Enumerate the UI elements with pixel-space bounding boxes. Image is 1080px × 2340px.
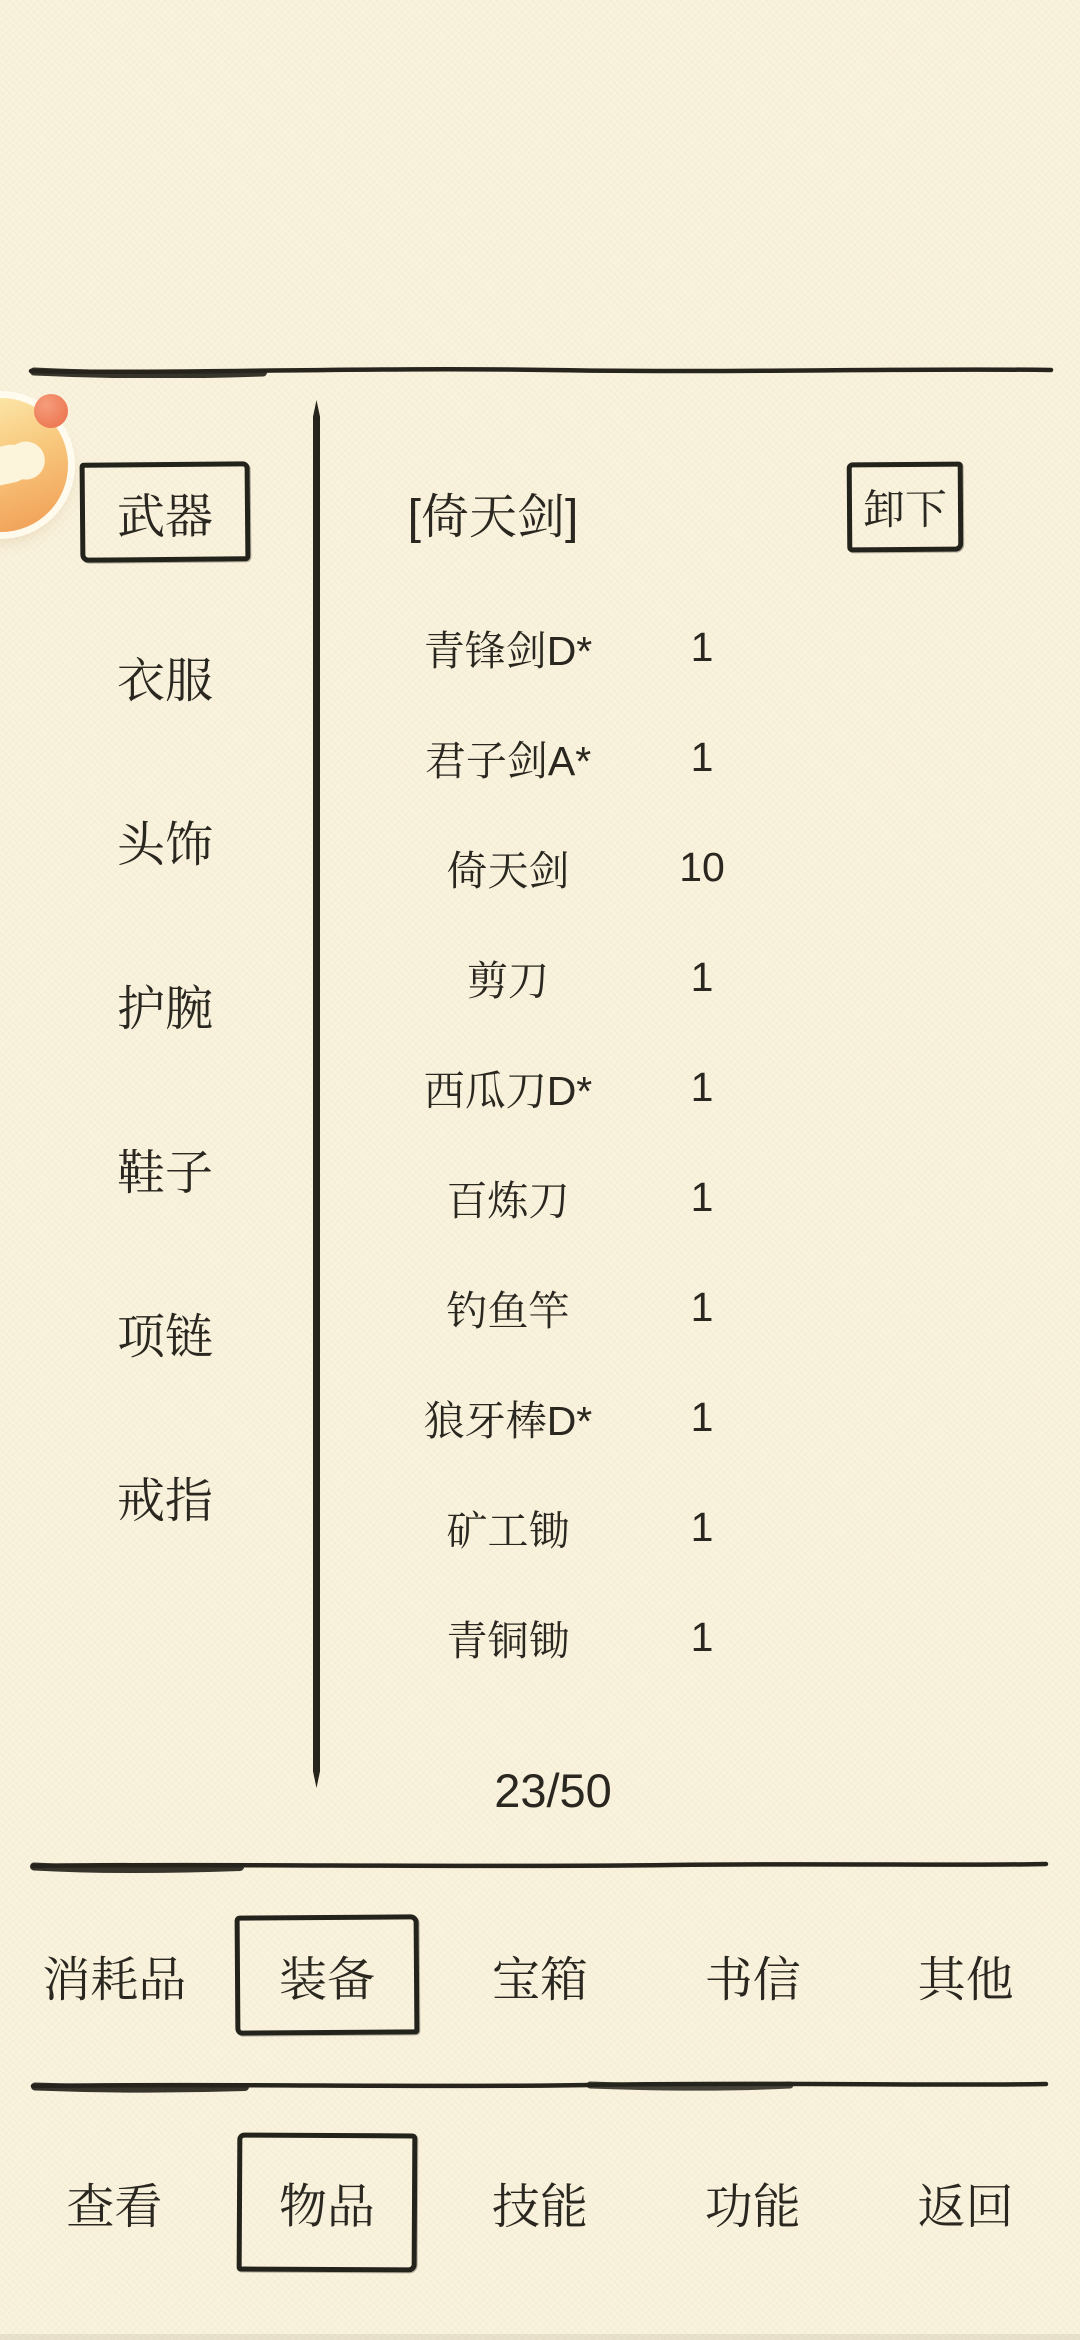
item-quantity: 1 — [690, 953, 714, 1000]
equip-category-item[interactable] — [0, 1250, 330, 1414]
tab-item[interactable] — [646, 1915, 859, 2035]
tab-item[interactable] — [434, 1915, 647, 2035]
tab-item[interactable] — [8, 1915, 221, 2035]
equipped-item-title: [倚天剑] — [407, 490, 579, 544]
item-name: 钓鱼竿 — [446, 1287, 570, 1334]
top-divider-line — [28, 362, 1054, 378]
equip-category-label: 项链 — [116, 1310, 213, 1364]
inventory-row[interactable] — [315, 922, 1080, 1032]
equip-category-label: 武器 — [80, 461, 251, 562]
item-quantity: 1 — [690, 1063, 714, 1110]
tab-label: 装备 — [235, 1914, 420, 2035]
nav-item[interactable] — [646, 2133, 859, 2272]
item-quantity: 1 — [690, 1393, 714, 1440]
equip-category-label: 头饰 — [116, 818, 213, 872]
nav-label: 查看 — [66, 2181, 163, 2234]
equip-category-item[interactable] — [0, 1086, 330, 1250]
tab-label: 宝箱 — [491, 1953, 588, 2007]
tab-item[interactable] — [859, 1915, 1072, 2035]
nav-label: 技能 — [491, 2181, 588, 2234]
item-quantity: 10 — [679, 843, 725, 890]
navbar-top-divider-line — [30, 2077, 1050, 2093]
tab-label: 其他 — [917, 1953, 1014, 2007]
equip-category-item[interactable] — [0, 594, 330, 758]
tabbar-top-divider-line — [30, 1858, 1050, 1874]
notification-dot — [34, 394, 68, 428]
item-quantity: 1 — [690, 1613, 714, 1660]
equip-category-label: 戒指 — [116, 1474, 213, 1528]
screen-edge-strip — [0, 2334, 1080, 2340]
item-quantity: 1 — [690, 1283, 714, 1330]
inventory-row[interactable] — [315, 592, 1080, 702]
item-quantity: 1 — [690, 1503, 714, 1550]
nav-item[interactable] — [859, 2133, 1072, 2272]
inventory-row[interactable] — [315, 812, 1080, 922]
nav-label: 物品 — [237, 2133, 418, 2273]
tab-label: 消耗品 — [42, 1953, 187, 2007]
item-name: 西瓜刀D* — [423, 1067, 593, 1114]
capacity-counter: 23/50 — [494, 1763, 612, 1817]
item-name: 百炼刀 — [446, 1177, 570, 1224]
item-name: 矿工锄 — [446, 1507, 570, 1554]
inventory-item-list — [315, 592, 1080, 1692]
nav-label: 返回 — [917, 2181, 1014, 2234]
item-quantity: 1 — [690, 733, 714, 780]
inventory-row[interactable] — [315, 1362, 1080, 1472]
nav-item[interactable] — [434, 2133, 647, 2272]
equip-category-label: 鞋子 — [116, 1146, 213, 1200]
inventory-row[interactable] — [315, 1032, 1080, 1142]
item-name: 倚天剑 — [446, 847, 570, 894]
equip-category-label: 护腕 — [116, 982, 213, 1036]
equip-category-item[interactable] — [0, 1414, 330, 1578]
nav-label: 功能 — [704, 2181, 801, 2234]
item-name: 青铜锄 — [446, 1617, 570, 1664]
equipped-title-row — [315, 462, 1080, 562]
inventory-row[interactable] — [315, 1582, 1080, 1692]
equip-category-item[interactable] — [0, 758, 330, 922]
item-type-tabbar — [8, 1915, 1072, 2035]
item-name: 剪刀 — [467, 957, 549, 1004]
item-quantity: 1 — [690, 1173, 714, 1220]
nav-item[interactable] — [8, 2133, 221, 2272]
tab-label: 书信 — [704, 1953, 801, 2007]
nav-item[interactable] — [221, 2133, 434, 2272]
inventory-row[interactable] — [315, 1142, 1080, 1252]
unequip-button[interactable]: 卸下 — [847, 462, 964, 553]
bottom-navbar — [8, 2133, 1072, 2272]
equip-category-item[interactable] — [0, 430, 330, 594]
inventory-row[interactable] — [315, 702, 1080, 812]
equip-category-label: 衣服 — [116, 654, 213, 708]
inventory-row[interactable] — [315, 1252, 1080, 1362]
equip-category-list — [0, 430, 330, 1578]
tab-item[interactable] — [221, 1915, 434, 2035]
item-quantity: 1 — [690, 623, 714, 670]
item-name: 青锋剑D* — [423, 627, 593, 674]
inventory-row[interactable] — [315, 1472, 1080, 1582]
item-name: 君子剑A* — [424, 737, 592, 784]
item-name: 狼牙棒D* — [423, 1397, 593, 1444]
equip-category-item[interactable] — [0, 922, 330, 1086]
